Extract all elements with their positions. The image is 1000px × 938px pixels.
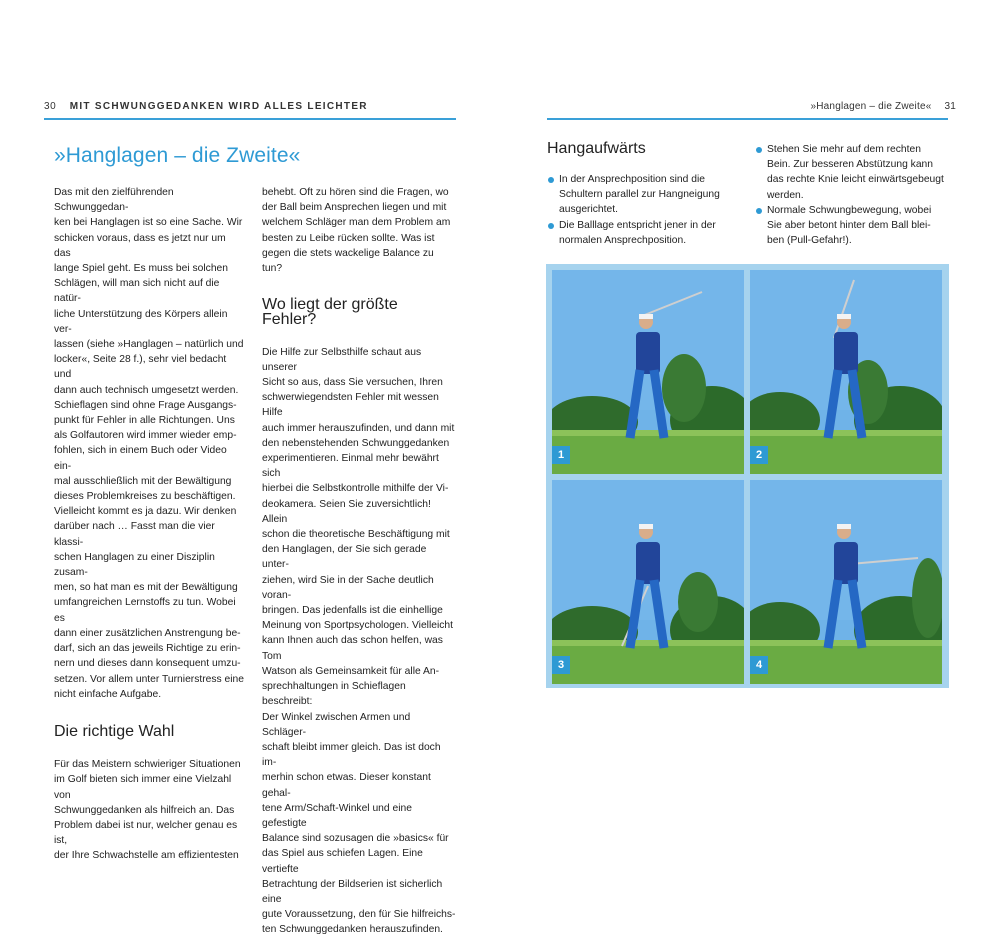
tip-list-2	[755, 142, 951, 248]
text-line: Vielleicht kommt es ja dazu. Wir denken	[54, 506, 237, 518]
text-line: nern und dieses dann konsequent umzu-	[54, 658, 241, 670]
text-line: Meinung von Sportpsychologen. Vielleicht	[262, 620, 453, 632]
paragraph-groesster-fehler	[262, 345, 456, 938]
text-line: Sicht so aus, dass Sie versuchen, Ihren	[262, 377, 443, 389]
swing-photo-series	[546, 264, 949, 688]
photo-number-badge: 2	[750, 446, 768, 464]
header-rule-right	[547, 118, 948, 120]
text-column-1	[54, 185, 244, 864]
text-line: schwerwiegendsten Fehler mit wessen Hilfe	[262, 392, 439, 419]
text-line: besten zu Leibe rücken sollte. Was ist	[262, 232, 435, 244]
text-line: im Golf bieten sich immer eine Vielzahl von	[54, 774, 232, 801]
text-line: liche Unterstützung des Körpers allein ver-	[54, 308, 228, 335]
golfer-illustration	[552, 270, 744, 474]
header-rule-left	[44, 118, 456, 120]
text-line: Schlägen, will man sich nicht auf die natür-	[54, 278, 220, 305]
text-line: Watson als Gemeinsamkeit für alle An-	[262, 665, 440, 677]
text-line: Schieflagen sind ohne Frage Ausgangs-	[54, 399, 237, 411]
tip-line: Sie aber betont hinter dem Ball blei-	[767, 220, 931, 232]
tip-line: Die Balllage entspricht jener in der	[559, 219, 716, 231]
text-line: ziehen, wird Sie in der Sache deutlich voran-	[262, 574, 434, 601]
text-line: Schwunggedanken als hilfreich an. Das	[54, 804, 235, 816]
page-title: »Hanglagen – die Zweite«	[54, 144, 301, 167]
text-line: deokamera. Seien Sie zuversichtlich! Allein	[262, 498, 431, 525]
text-line: tene Arm/Schaft-Winkel und eine gefestigte	[262, 802, 412, 829]
golfer-illustration	[552, 480, 744, 684]
tip-line: Schultern parallel zur Hangneigung	[559, 189, 720, 201]
paragraph-intro	[54, 185, 244, 702]
subheading-die-richtige-wahl: Die richtige Wahl	[54, 722, 175, 740]
text-line: Der Winkel zwischen Armen und Schläger-	[262, 711, 411, 738]
text-line: gute Voraussetzung, den für Sie hilfreichs-	[262, 909, 456, 921]
golfer-illustration	[750, 270, 942, 474]
text-line: hierbei die Selbstkontrolle mithilfe der Vi-	[262, 483, 449, 495]
text-line: merhin schon etwas. Dieser konstant gehal-	[262, 772, 431, 799]
text-line: als Golfautoren wird immer wieder emp-	[54, 430, 237, 442]
text-line: kann Ihnen auch das schon helfen, was Tom	[262, 635, 443, 662]
running-head-right	[810, 101, 956, 112]
tip-item	[547, 172, 737, 218]
subheading-groesster-fehler: Wo liegt der größte Fehler?	[262, 296, 398, 329]
tip-line: Stehen Sie mehr auf dem rechten	[767, 144, 921, 155]
text-line: lange Spiel geht. Es muss bei solchen	[54, 263, 229, 275]
tip-line: das rechte Knie leicht einwärtsgebeugt	[767, 174, 944, 186]
text-line: mal ausschließlich mit der Bewältigung	[54, 475, 232, 487]
text-line: Für das Meistern schwieriger Situationen	[54, 759, 241, 771]
section-title-right: »Hanglagen – die Zweite«	[810, 101, 932, 112]
text-line: dann auch technisch umgesetzt werden.	[54, 384, 239, 396]
text-line: schon die theoretische Beschäftigung mit	[262, 529, 450, 541]
swing-photo-3	[552, 480, 744, 684]
text-line: auch immer herauszufinden, und dann mit	[262, 422, 455, 434]
text-line: Das mit den zielführenden Schwunggedan-	[54, 187, 174, 214]
swing-photo-1	[552, 270, 744, 474]
text-line: der Ball beim Ansprechen liegen und mit	[262, 202, 447, 214]
text-line: fohlen, sich in einem Buch oder Video ein-	[54, 445, 227, 472]
page-number-left: 30	[44, 101, 57, 112]
text-line: darf, sich an das jeweils Richtige zu erin-	[54, 643, 241, 655]
tip-list-1	[547, 172, 737, 248]
chapter-title: MIT SCHWUNGGEDANKEN WIRD ALLES LEICHTER	[69, 101, 368, 112]
tip-line: Normale Schwungbewegung, wobei	[767, 204, 932, 216]
text-line: gegen die stets wackelige Balance zu tun?	[262, 247, 434, 275]
tip-line: ausgerichtet.	[559, 204, 618, 216]
text-line: umfangreichen Lernstoffs zu tun. Wobei es	[54, 597, 236, 624]
text-line: darüber nach … Fasst man die vier klassi-	[54, 521, 215, 548]
tip-item	[547, 218, 737, 248]
photo-number-badge: 3	[552, 656, 570, 674]
tip-item	[755, 142, 951, 203]
golfer-illustration	[750, 480, 942, 684]
text-line: das Spiel aus schiefen Lagen. Eine vertiefte	[262, 848, 423, 875]
text-line: Betrachtung der Bildserien ist sicherlich eine	[262, 878, 443, 905]
text-line: schen Hanglagen zu einer Disziplin zusam-	[54, 551, 215, 579]
text-line: ten Schwunggedanken herauszufinden.	[262, 924, 443, 936]
photo-number-badge: 4	[750, 656, 768, 674]
text-line: welchem Schläger man dem Problem am	[262, 217, 451, 229]
photo-number-badge: 1	[552, 446, 570, 464]
text-line: lassen (siehe »Hanglagen – natürlich und	[54, 339, 244, 351]
text-line: nicht einfache Aufgabe.	[54, 688, 162, 700]
paragraph-continued	[262, 185, 456, 276]
text-line: Die Hilfe zur Selbsthilfe schaut aus unserer	[262, 346, 422, 373]
text-line: dann einer zusätzlichen Anstrengung be-	[54, 627, 241, 639]
text-line: schaft bleibt immer gleich. Das ist doch im-	[262, 741, 441, 769]
paragraph-richtige-wahl	[54, 757, 244, 863]
tip-line: Bein. Zur besseren Abstützung kann	[767, 159, 933, 171]
tip-line: normalen Ansprechposition.	[559, 234, 687, 246]
page-number-right: 31	[944, 101, 956, 112]
tip-line: werden.	[767, 189, 804, 201]
text-line: punkt für Fehler in alle Richtungen. Uns	[54, 415, 235, 427]
swing-photo-4	[750, 480, 942, 684]
text-column-2	[262, 185, 456, 938]
text-line: der Ihre Schwachstelle am effizientesten	[54, 850, 239, 862]
text-line: behebt. Oft zu hören sind die Fragen, wo	[262, 187, 449, 198]
tip-item	[755, 203, 951, 249]
text-line: Balance sind sozusagen die »basics« für	[262, 833, 449, 845]
text-line: schicken voraus, dass es jetzt nur um das	[54, 232, 226, 259]
text-line: sprechhaltungen in Schieflagen beschreibt:	[262, 681, 406, 708]
text-line: den nebenstehenden Schwunggedanken	[262, 437, 450, 449]
text-line: bringen. Das jedenfalls ist die einhellige	[262, 605, 443, 617]
text-line: Problem dabei ist nur, welcher genau es ist,	[54, 819, 238, 847]
swing-photo-2	[750, 270, 942, 474]
text-line: den Hanglagen, der Sie sich gerade unter-	[262, 544, 427, 571]
tip-line: In der Ansprechposition sind die	[559, 174, 705, 185]
text-line: dieses Problemkreises zu beschäftigen.	[54, 491, 236, 503]
text-line: locker«, Seite 28 f.), sehr viel bedacht und	[54, 354, 227, 381]
text-line: ken bei Hanglagen ist so eine Sache. Wir	[54, 217, 243, 229]
section-heading-hangaufwaerts: Hangaufwärts	[547, 140, 646, 157]
text-line: setzen. Vor allem unter Turnierstress eine	[54, 673, 245, 685]
tip-line: ben (Pull-Gefahr!).	[767, 235, 852, 247]
text-line: men, so hat man es mit der Bewältigung	[54, 582, 238, 594]
running-head-left	[44, 101, 368, 112]
text-line: experimentieren. Einmal mehr bewährt sich	[262, 453, 439, 480]
